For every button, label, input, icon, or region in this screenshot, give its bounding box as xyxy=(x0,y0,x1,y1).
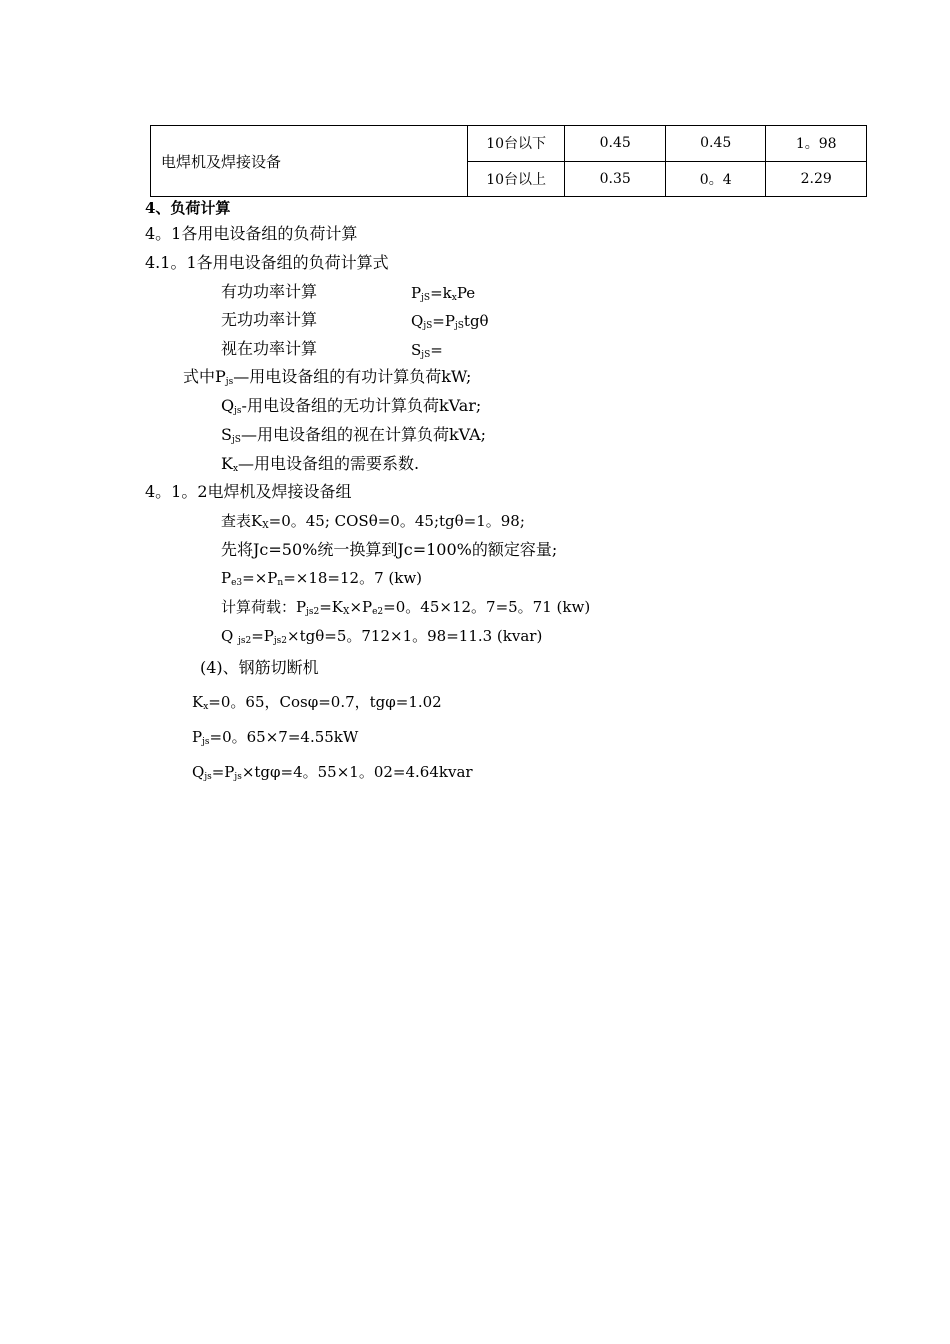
formula: $S_{jS}=$ xyxy=(411,341,443,360)
cos-cell: 0.45 xyxy=(665,126,766,162)
calc-line: $Q_{js}=P_{js}\times tg\varphi=4$。55×1。02=4.64kvar xyxy=(192,763,473,782)
tg-cell: 2.29 xyxy=(766,161,867,197)
calc-line: $K_x=0$。65，Cosφ=0.7，tgφ=1.02 xyxy=(192,693,442,712)
calc-line: $P_{js}=0$。65×7=4.55kW xyxy=(192,728,359,747)
formula-label: 无功功率计算 xyxy=(221,310,318,329)
subsection-heading: 4。1。2电焊机及焊接设备组 xyxy=(145,482,352,501)
kx-cell: 0.35 xyxy=(565,161,666,197)
range-cell: 10台以下 xyxy=(467,126,565,162)
definition-line: $S_{jS}—$用电设备组的视在计算负荷kVA; xyxy=(221,425,487,445)
calc-line: $P_{e3}=\times P_n=\times 18=12$。7 (kw) xyxy=(221,569,423,588)
tg-cell: 1。98 xyxy=(766,126,867,162)
item-heading: (4)、钢筋切断机 xyxy=(200,658,319,677)
kx-cell: 0.45 xyxy=(565,126,666,162)
section-heading: 4、负荷计算 xyxy=(145,199,231,217)
range-cell: 10台以上 xyxy=(467,161,565,197)
calc-line: Q $_{js2}=P_{js2}\times tg\theta=5$。712×1。98=11.3 (kvar) xyxy=(221,627,543,646)
formula: $Q_{jS}=P_{jS}tg\theta$ xyxy=(411,312,489,331)
definition-line: $Q_{js}-$用电设备组的无功计算负荷kVar; xyxy=(221,396,482,416)
calc-line: 先将Jc=50%统一换算到Jc=100%的额定容量; xyxy=(221,540,558,559)
calc-line: 查表$K_X=0$。45; COSθ=0。45;tgθ=1。98; xyxy=(221,512,525,531)
subsection-heading: 4.1。1各用电设备组的负荷计算式 xyxy=(145,253,389,272)
formula-label: 视在功率计算 xyxy=(221,339,318,358)
definition-line: $K_x—$用电设备组的需要系数. xyxy=(221,454,420,474)
formula-label: 有功功率计算 xyxy=(221,282,318,301)
coefficient-table xyxy=(150,125,867,197)
definition-line: 式中$P_{js}—$用电设备组的有功计算负荷kW; xyxy=(183,367,472,387)
table-row xyxy=(151,126,867,162)
cos-cell: 0。4 xyxy=(665,161,766,197)
formula: $P_{jS}=k_xPe$ xyxy=(411,284,476,303)
equipment-name-cell: 电焊机及焊接设备 xyxy=(151,126,468,197)
calc-line: 计算荷载：$P_{js2}=K_X\times P_{e2}=0$。45×12。7=5。71 (kw) xyxy=(221,598,591,617)
subsection-heading: 4。1各用电设备组的负荷计算 xyxy=(145,224,358,243)
